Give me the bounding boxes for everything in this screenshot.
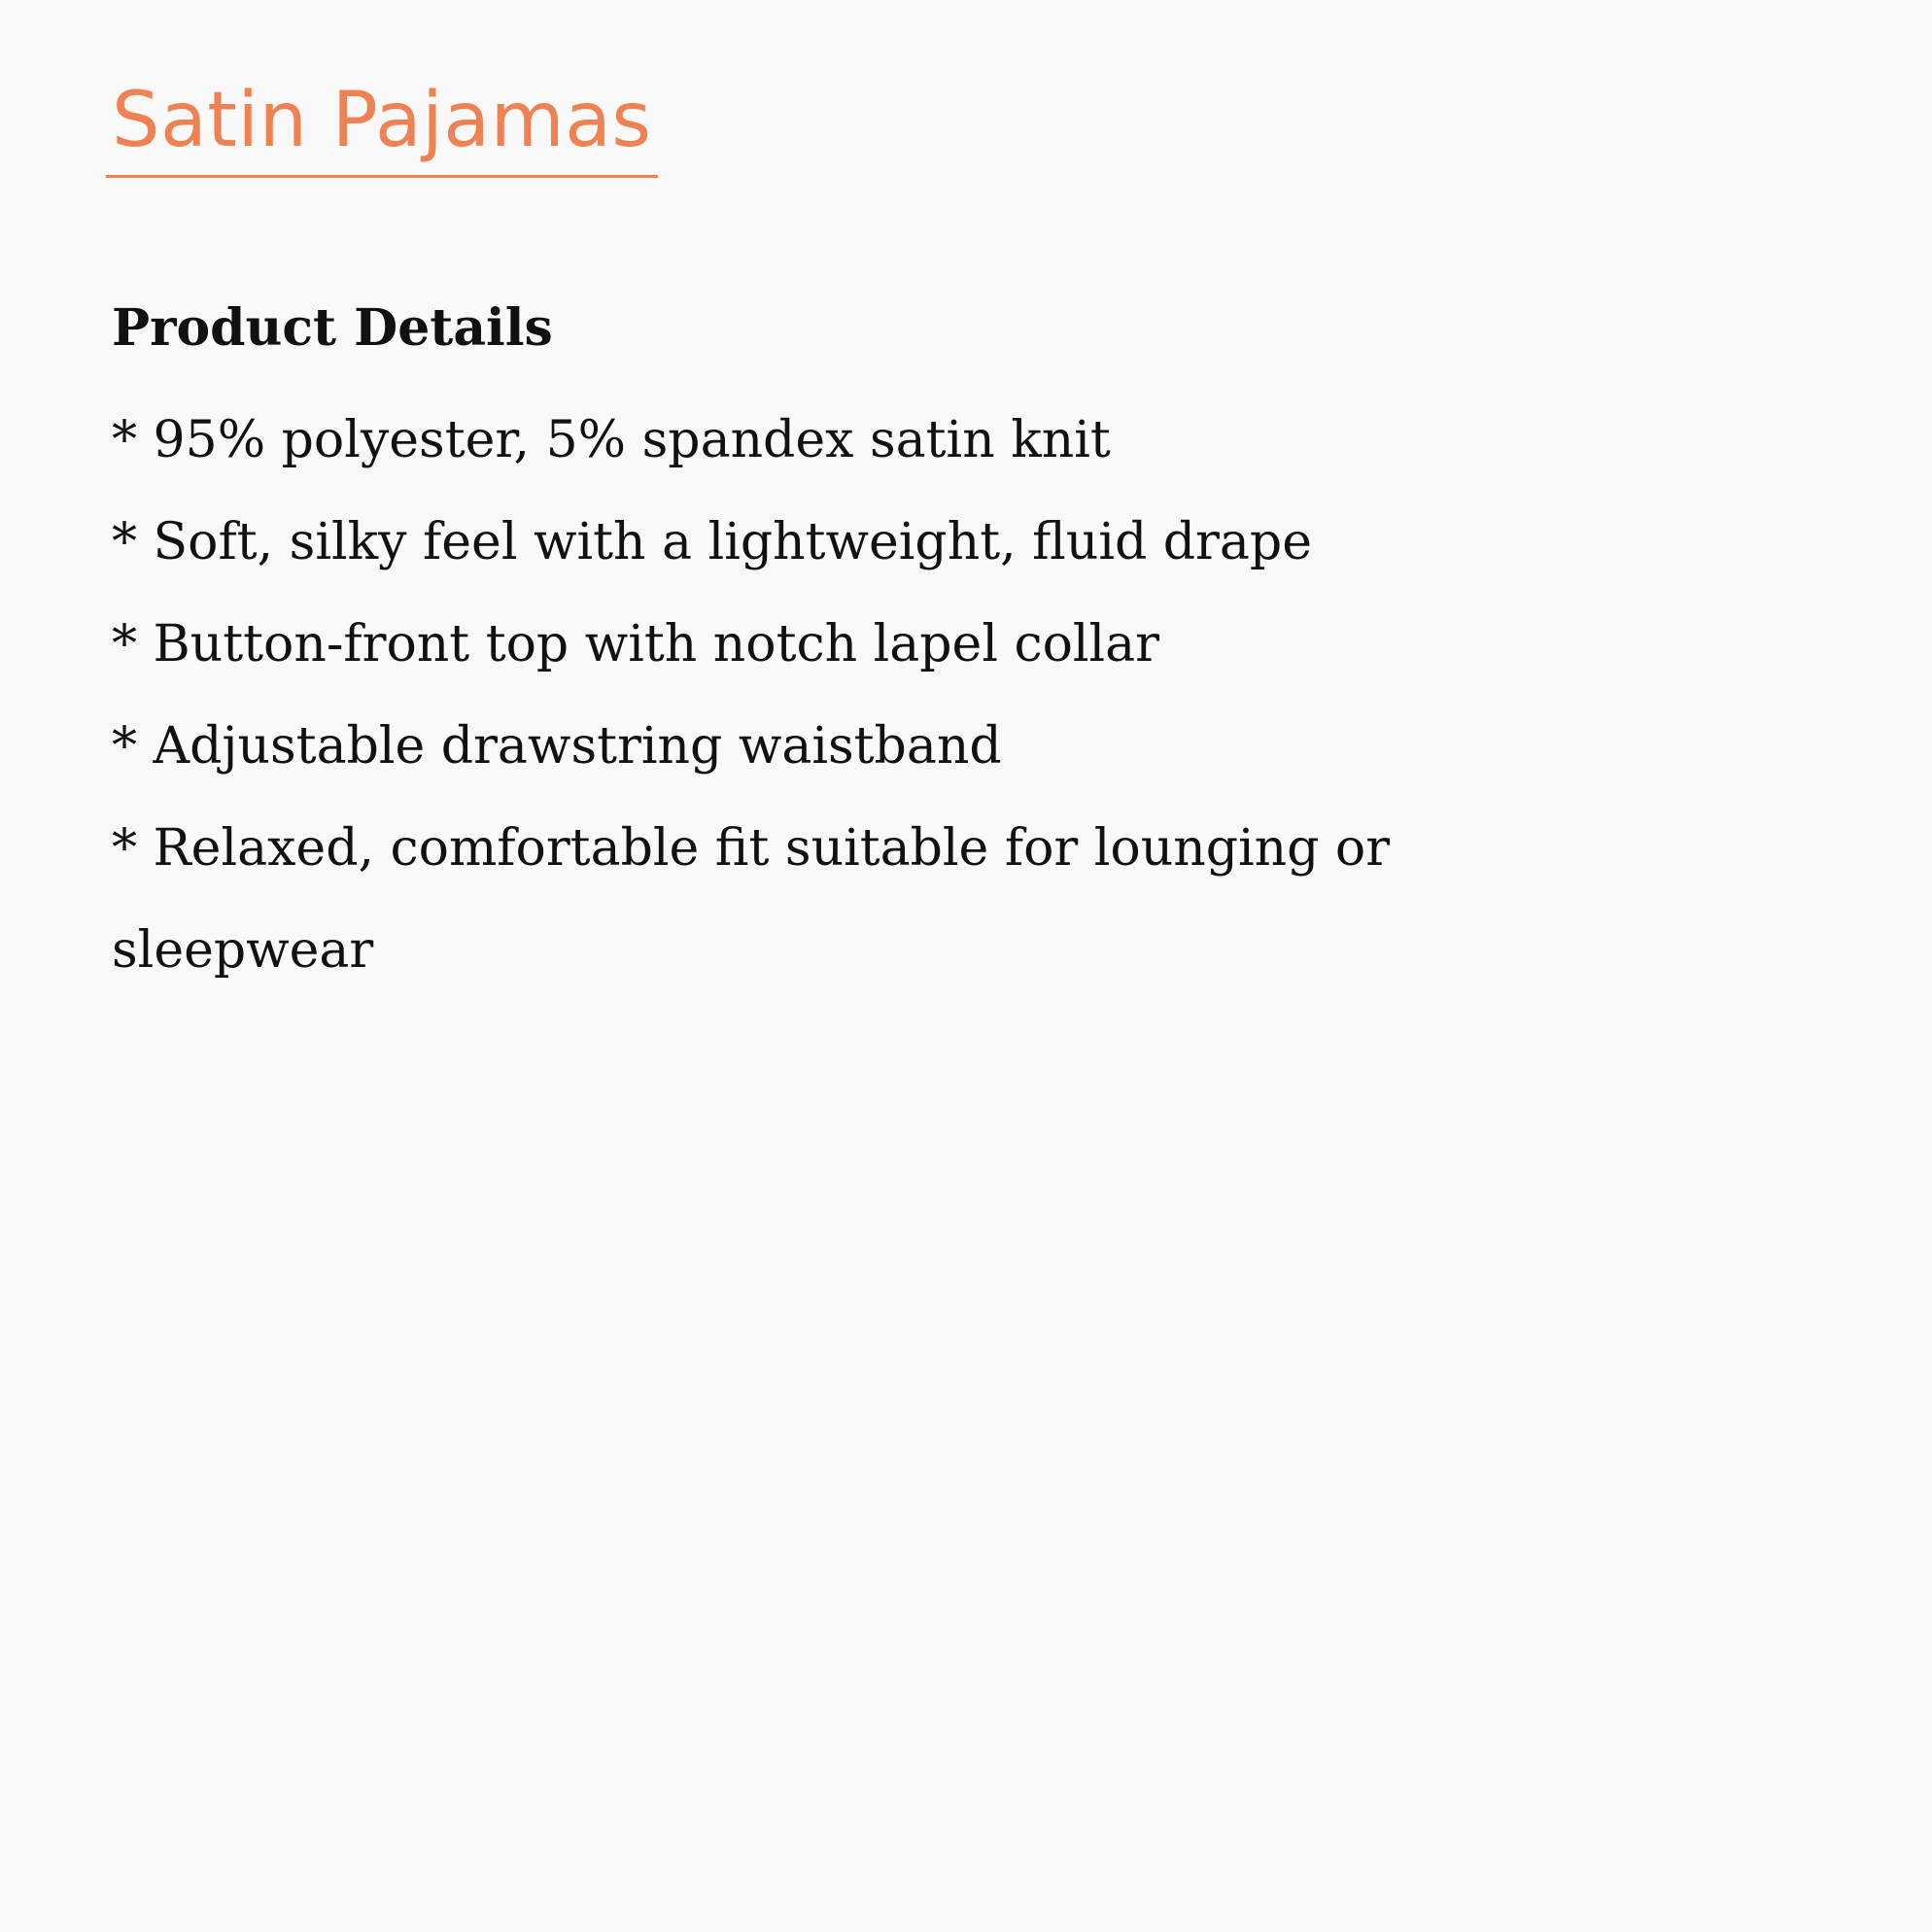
list-item: * 95% polyester, 5% spandex satin knit <box>112 410 1111 469</box>
list-item: * Relaxed, comfortable fit suitable for lounging or sleepwear <box>112 818 1391 980</box>
list-item: * Soft, silky feel with a lightweight, fluid drape <box>112 512 1312 571</box>
product-details-heading: Product Details <box>112 297 553 358</box>
list-item: * Button-front top with notch lapel collar <box>112 614 1160 673</box>
product-details-section <box>112 285 1414 1002</box>
page-title: Satin Pajamas <box>112 77 652 164</box>
title-underline-wrap <box>106 78 658 178</box>
product-details-list <box>112 390 1414 1002</box>
list-item: * Adjustable drawstring waistband <box>112 716 1002 776</box>
